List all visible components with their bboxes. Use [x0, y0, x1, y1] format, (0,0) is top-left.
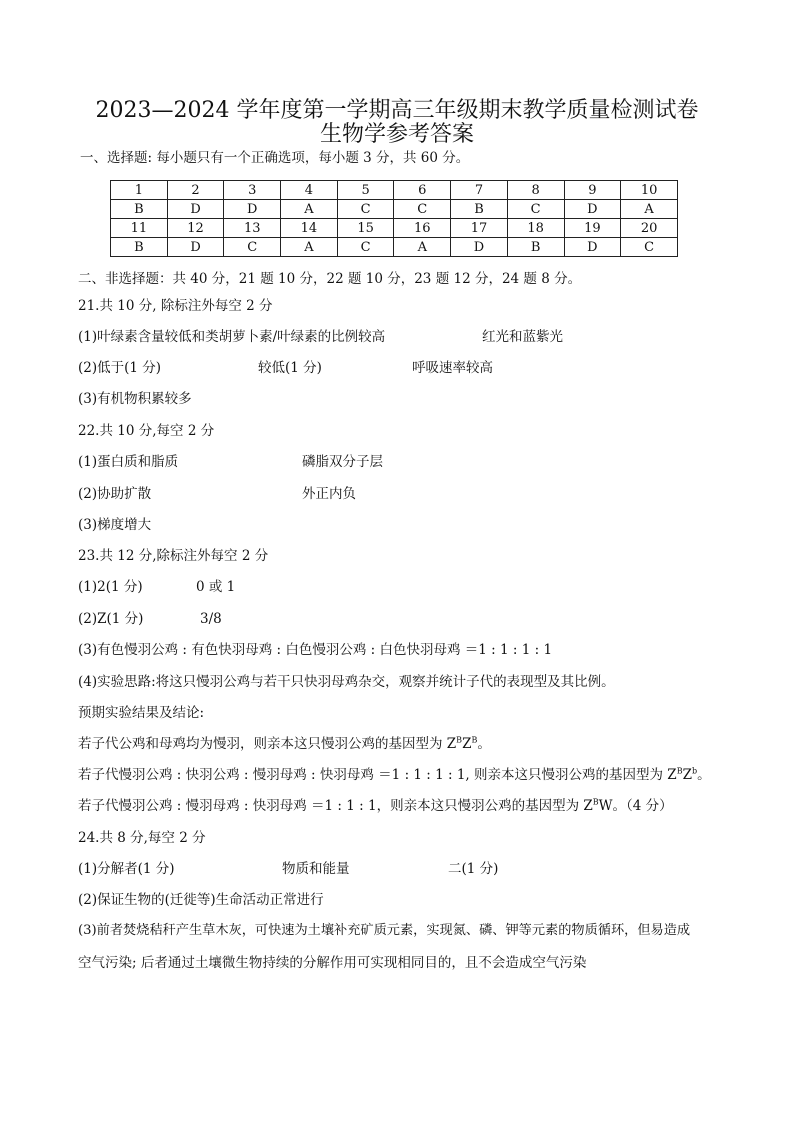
conclusion-2-text: 若子代慢羽公鸡 : 快羽公鸡 : 慢羽母鸡 : 快羽母鸡 ＝1 : 1 : 1 : 1, 则亲本这只慢羽公鸡的基因型为 Z [78, 767, 677, 783]
conclusion-1-end: 。 [477, 736, 491, 752]
answer-cell: C [337, 238, 394, 257]
q21-part3-answer: (3)有机物积累较多 [78, 391, 192, 407]
question-number-cell: 14 [281, 219, 338, 238]
q24-part2-answer: (2)保证生物的(迁徙等)生命活动正常进行 [78, 892, 324, 908]
answer-cell: C [224, 238, 281, 257]
q23-expected-results: 预期实验结果及结论: [78, 705, 205, 721]
allele-superscript: B [471, 735, 478, 745]
table-row-answers-1 [111, 200, 678, 219]
q24-part3-answer-line1: (3)前者焚烧秸秆产生草木灰，可快速为土壤补充矿质元素，实现氮、磷、钾等元素的物质循环，但易造成 [78, 923, 691, 938]
answer-cell: D [224, 200, 281, 219]
q23-part3-answer: (3)有色慢羽公鸡 : 有色快羽母鸡 : 白色慢羽公鸡 : 白色快羽母鸡 ＝1 : 1 : 1 : 1 [78, 642, 553, 658]
question-number-cell: 11 [111, 219, 168, 238]
answer-cell: D [451, 238, 508, 257]
question-number-cell: 19 [564, 219, 621, 238]
q21-part2-answer-a: (2)低于(1 分) [78, 360, 162, 376]
question-number-cell: 9 [564, 181, 621, 200]
question-number-cell: 7 [451, 181, 508, 200]
conclusion-3-end: W。（4 分） [598, 798, 673, 814]
q22-header: 22.共 10 分,每空 2 分 [78, 423, 215, 439]
chromosome-z: Z [462, 736, 472, 752]
conclusion-3-text: 若子代慢羽公鸡 : 慢羽母鸡 : 快羽母鸡 ＝1 : 1 : 1，则亲本这只慢羽公鸡的基因型为 Z [78, 798, 593, 814]
question-number-cell: 17 [451, 219, 508, 238]
answer-cell: C [507, 200, 564, 219]
answer-cell: C [394, 200, 451, 219]
question-number-cell: 20 [621, 219, 678, 238]
q24-header: 24.共 8 分,每空 2 分 [78, 830, 206, 846]
answer-cell: A [281, 200, 338, 219]
question-number-cell: 2 [167, 181, 224, 200]
q22-part3-answer: (3)梯度增大 [78, 517, 152, 533]
question-number-cell: 5 [337, 181, 394, 200]
q21-part2-answer-b: 较低(1 分) [258, 360, 322, 376]
section1-heading: 一、选择题: 每小题只有一个正确选项，每小题 3 分，共 60 分。 [80, 150, 470, 166]
q24-part1-answer-a: (1)分解者(1 分) [78, 861, 175, 877]
table-row-numbers-2 [111, 219, 678, 238]
answer-cell: B [111, 200, 168, 219]
chromosome-z: Z [682, 767, 692, 783]
q21-part1-answer-b: 红光和蓝紫光 [482, 329, 563, 345]
question-number-cell: 10 [621, 181, 678, 200]
q23-header: 23.共 12 分,除标注外每空 2 分 [78, 548, 269, 564]
question-number-cell: 16 [394, 219, 451, 238]
answer-cell: A [621, 200, 678, 219]
answer-cell: A [281, 238, 338, 257]
answer-cell: A [394, 238, 451, 257]
allele-superscript: b [691, 766, 698, 776]
q22-part2-answer-b: 外正内负 [302, 486, 356, 502]
q22-part1-answer-a: (1)蛋白质和脂质 [78, 454, 179, 470]
page-title: 2023—2024 学年度第一学期高三年级期末教学质量检测试卷 [95, 98, 699, 123]
question-number-cell: 13 [224, 219, 281, 238]
q21-header: 21.共 10 分, 除标注外每空 2 分 [78, 298, 273, 314]
q23-part2-answer-b: 3/8 [200, 611, 222, 627]
q23-conclusion-1 [78, 735, 491, 753]
answer-cell: D [564, 238, 621, 257]
question-number-cell: 3 [224, 181, 281, 200]
table-row-numbers-1 [111, 181, 678, 200]
q23-part2-answer-a: (2)Z(1 分) [78, 611, 144, 627]
q24-part1-answer-b: 物质和能量 [282, 861, 350, 877]
answer-cell: B [451, 200, 508, 219]
q23-conclusion-3 [78, 797, 673, 815]
q21-part2-answer-c: 呼吸速率较高 [412, 360, 493, 376]
section2-heading: 二、非选择题：共 40 分，21 题 10 分，22 题 10 分，23 题 12 分，24 题 8 分。 [78, 271, 582, 287]
table-row-answers-2 [111, 238, 678, 257]
question-number-cell: 4 [281, 181, 338, 200]
question-number-cell: 6 [394, 181, 451, 200]
q24-part3-answer-line2: 空气污染; 后者通过土壤微生物持续的分解作用可实现相同目的，且不会造成空气污染 [78, 955, 587, 971]
q22-part2-answer-a: (2)协助扩散 [78, 486, 152, 502]
conclusion-2-end: 。 [697, 767, 711, 783]
question-number-cell: 8 [507, 181, 564, 200]
q23-part4-answer: (4)实验思路:将这只慢羽公鸡与若干只快羽母鸡杂交，观察并统计子代的表现型及其比例。 [78, 674, 615, 690]
q21-part1-answer-a: (1)叶绿素含量较低和类胡萝卜素/叶绿素的比例较高 [78, 329, 386, 345]
q23-part1-answer-b: 0 或 1 [196, 579, 236, 595]
answer-cell: D [167, 200, 224, 219]
question-number-cell: 1 [111, 181, 168, 200]
answer-cell: C [621, 238, 678, 257]
q23-part1-answer-a: (1)2(1 分) [78, 579, 143, 595]
answer-cell: D [564, 200, 621, 219]
answer-cell: B [111, 238, 168, 257]
conclusion-1-text: 若子代公鸡和母鸡均为慢羽，则亲本这只慢羽公鸡的基因型为 Z [78, 736, 457, 752]
q22-part1-answer-b: 磷脂双分子层 [302, 454, 383, 470]
q23-conclusion-2 [78, 766, 711, 784]
answer-cell: D [167, 238, 224, 257]
answer-table [110, 180, 678, 257]
allele-superscript: B [456, 735, 463, 745]
allele-superscript: B [592, 797, 599, 807]
allele-superscript: B [676, 766, 683, 776]
answer-cell: C [337, 200, 394, 219]
answer-cell: B [507, 238, 564, 257]
question-number-cell: 15 [337, 219, 394, 238]
page-subtitle: 生物学参考答案 [319, 122, 474, 147]
question-number-cell: 18 [507, 219, 564, 238]
q24-part1-answer-c: 二(1 分) [448, 861, 499, 877]
question-number-cell: 12 [167, 219, 224, 238]
